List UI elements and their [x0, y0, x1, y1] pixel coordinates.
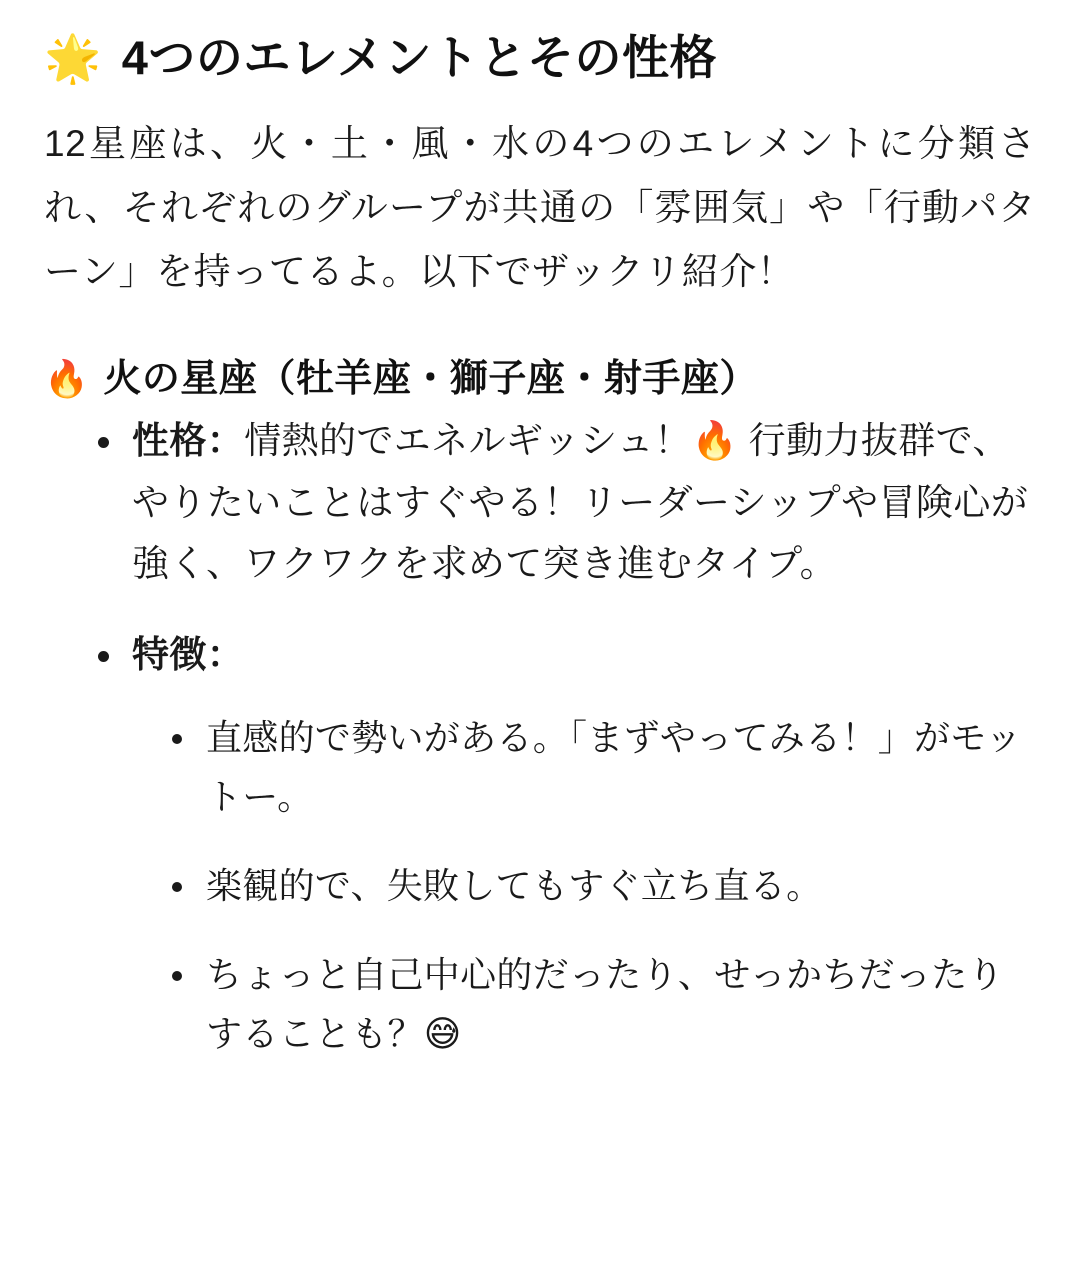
section-heading-fire [44, 347, 1036, 402]
list-item [96, 624, 1036, 1063]
page-title [44, 30, 1036, 86]
bullet-label-personality: 性格： [132, 420, 245, 462]
bullet-text-personality: 情熱的でエネルギッシュ！🔥 行動力抜群で、やりたいことはすぐやる！リーダーシップや冒険心が強く、ワクワクを求めて突き進むタイプ。 [132, 420, 1029, 585]
fire-feature-sublist [132, 708, 1036, 1063]
list-item: ちょっと自己中心的だったり、せっかちだったりすることも？😅 [170, 945, 1036, 1063]
fire-bullet-list [44, 410, 1036, 1063]
list-item: 直感的で勢いがある。「まずやってみる！」がモットー。 [170, 708, 1036, 826]
list-item: 楽観的で、失敗してもすぐ立ち直る。 [170, 856, 1036, 915]
bullet-label-features: 特徴： [132, 634, 245, 676]
star-icon: 🌟 [44, 32, 102, 85]
list-item [96, 410, 1036, 594]
intro-paragraph: 12星座は、火・土・風・水の4つのエレメントに分類され、それぞれのグループが共通の「雰囲気」や「行動パターン」を持ってるよ。以下でザックリ紹介！ [44, 123, 1036, 292]
page-title-text: 4つのエレメントとその性格 [121, 31, 718, 84]
fire-icon: 🔥 [44, 358, 90, 400]
section-heading-text: 火の星座（牡羊座・獅子座・射手座） [103, 358, 758, 401]
